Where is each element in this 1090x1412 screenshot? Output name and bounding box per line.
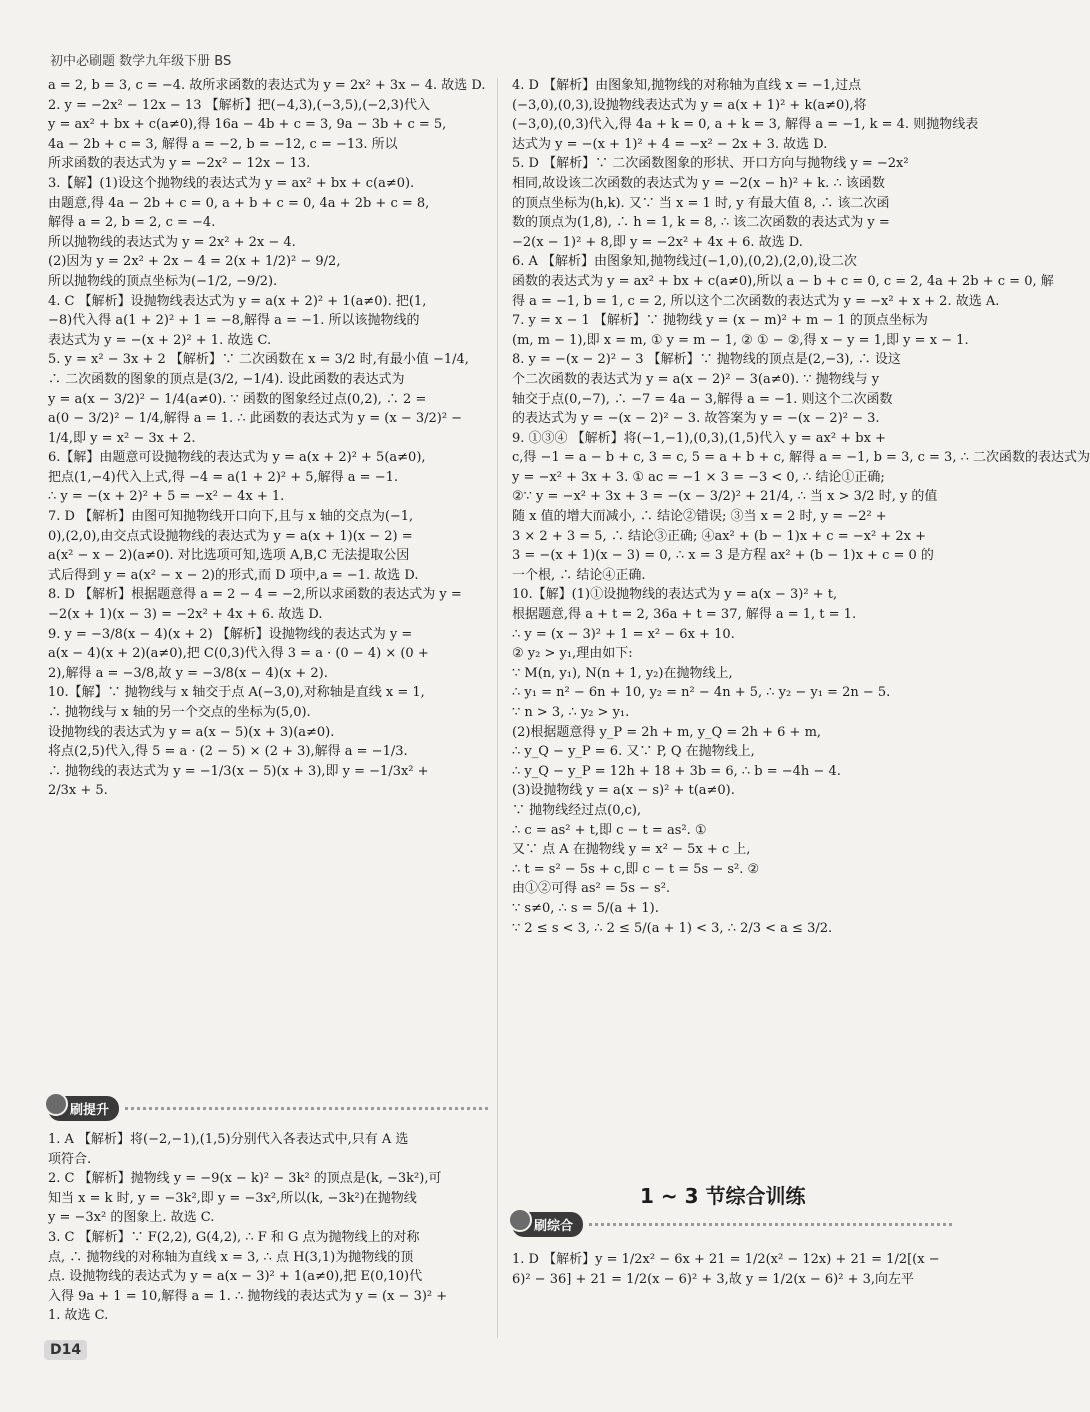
text-line: 点. 设抛物线的表达式为 y = a(x − 3)² + 1(a≠0),把 E(0,10)代 bbox=[48, 1269, 423, 1285]
section-title: 刷提升 bbox=[48, 1096, 119, 1121]
section-banner-improve bbox=[48, 1096, 488, 1121]
text-line: 10.【解】∵ 抛物线与 x 轴交于点 A(−3,0),对称轴是直线 x = 1, bbox=[48, 685, 425, 701]
text-line: 所以抛物线的表达式为 y = 2x² + 2x − 4. bbox=[48, 234, 296, 250]
text-line: (3)设抛物线 y = a(x − s)² + t(a≠0). bbox=[512, 783, 735, 799]
text-line: 6.【解】由题意可设抛物线的表达式为 y = a(x + 2)² + 5(a≠0), bbox=[48, 450, 426, 466]
left-column-2 bbox=[48, 1130, 488, 1326]
text-line: 1. A 【解析】将(−2,−1),(1,5)分别代入各表达式中,只有 A 选 bbox=[48, 1132, 409, 1147]
text-line: ∴ 二次函数的图象的顶点是(3/2, −1/4). 设此函数的表达式为 bbox=[48, 371, 405, 387]
text-line: 轴交于点(0,−7), ∴ −7 = 4a − 3,解得 a = −1. 则这个二次函数 bbox=[512, 391, 893, 407]
text-line: 9. y = −3/8(x − 4)(x + 2) 【解析】设抛物线的表达式为 y = bbox=[48, 626, 413, 642]
text-line: 达式为 y = −(x + 1)² + 4 = −x² − 2x + 3. 故选 D. bbox=[512, 136, 828, 152]
right-column-2 bbox=[512, 1250, 952, 1289]
text-line: ∵ M(n, y₁), N(n + 1, y₂)在抛物线上, bbox=[512, 665, 733, 681]
text-line: 项符合. bbox=[48, 1151, 92, 1167]
text-line: ∴ 抛物线的表达式为 y = −1/3(x − 5)(x + 3),即 y = −1/3x² + bbox=[48, 763, 429, 779]
text-line: 8. y = −(x − 2)² − 3 【解析】∵ 抛物线的顶点是(2,−3), ∴ 设这 bbox=[512, 352, 901, 368]
text-line: 根据题意,得 a + t = 2, 36a + t = 37, 解得 a = 1, t = 1. bbox=[512, 607, 857, 623]
section-title: 刷综合 bbox=[512, 1212, 583, 1237]
text-line: 7. y = x − 1 【解析】∵ 抛物线 y = (x − m)² + m − 1 的顶点坐标为 bbox=[512, 313, 928, 329]
text-line: y = −3x² 的图象上. 故选 C. bbox=[48, 1210, 215, 1226]
text-line: 5. D 【解析】∵ 二次函数图象的形状、开口方向与抛物线 y = −2x² bbox=[512, 156, 909, 172]
text-line: a(x² − x − 2)(a≠0). 对比选项可知,选项 A,B,C 无法提取公因 bbox=[48, 548, 410, 564]
text-line: 6. A 【解析】由图象知,抛物线过(−1,0),(0,2),(2,0),设二次 bbox=[512, 254, 857, 270]
text-line: a = 2, b = 3, c = −4. 故所求函数的表达式为 y = 2x² + 3x − 4. 故选 D. bbox=[48, 78, 486, 93]
text-line: y = −x² + 3x + 3. ① ac = −1 × 3 = −3 < 0, ∴ 结论①正确; bbox=[512, 469, 885, 485]
text-line: 4. D 【解析】由图象知,抛物线的对称轴为直线 x = −1,过点 bbox=[512, 78, 862, 93]
text-line: (−3,0),(0,3)代入,得 4a + k = 0, a + k = 3, 解得 a = −1, k = 4. 则抛物线表 bbox=[512, 117, 979, 133]
section-heading: 1 ~ 3 节综合训练 bbox=[640, 1184, 806, 1208]
text-line: 2. y = −2x² − 12x − 13 【解析】把(−4,3),(−3,5),(−2,3)代入 bbox=[48, 97, 431, 113]
text-line: 解得 a = 2, b = 2, c = −4. bbox=[48, 215, 216, 231]
text-line: 表达式为 y = −(x + 2)² + 1. 故选 C. bbox=[48, 332, 272, 348]
text-line: 2. C 【解析】抛物线 y = −9(x − k)² − 3k² 的顶点是(k, −3k²),可 bbox=[48, 1171, 442, 1187]
section-banner-comprehensive bbox=[512, 1212, 952, 1237]
text-line: 一个根, ∴ 结论④正确. bbox=[512, 567, 646, 583]
text-line: (m, m − 1),即 x = m, ① y = m − 1, ② ① − ②,得 x − y = 1,即 y = x − 1. bbox=[512, 332, 969, 348]
text-line: ∴ y₁ = n² − 6n + 10, y₂ = n² − 4n + 5, ∴ y₂ − y₁ = 2n − 5. bbox=[512, 685, 891, 701]
text-line: 个二次函数的表达式为 y = a(x − 2)² − 3(a≠0). ∵ 抛物线与 y bbox=[512, 371, 880, 387]
text-line: 由题意,得 4a − 2b + c = 0, a + b + c = 0, 4a + 2b + c = 8, bbox=[48, 195, 430, 211]
text-line: 7. D 【解析】由图可知抛物线开口向下,且与 x 轴的交点为(−1, bbox=[48, 509, 414, 525]
text-line: 9. ①③④ 【解析】将(−1,−1),(0,3),(1,5)代入 y = ax² + bx + bbox=[512, 430, 886, 446]
text-line: 又∵ 点 A 在抛物线 y = x² − 5x + c 上, bbox=[512, 842, 751, 858]
text-line: (−3,0),(0,3),设抛物线表达式为 y = a(x + 1)² + k(a≠0),将 bbox=[512, 97, 867, 113]
text-line: 1. D 【解析】y = 1/2x² − 6x + 21 = 1/2(x² − 12x) + 21 = 1/2[(x − bbox=[512, 1252, 940, 1267]
page-number: D14 bbox=[44, 1340, 87, 1360]
text-line: 3 = −(x + 1)(x − 3) = 0, ∴ x = 3 是方程 ax² + (b − 1)x + c = 0 的 bbox=[512, 548, 934, 564]
dotted-rule bbox=[125, 1107, 488, 1110]
text-line: 3 × 2 + 3 = 5, ∴ 结论③正确; ④ax² + (b − 1)x + c = −x² + 2x + bbox=[512, 528, 926, 544]
text-line: 函数的表达式为 y = ax² + bx + c(a≠0),所以 a − b + c = 0, c = 2, 4a + 2b + c = 0, 解 bbox=[512, 273, 1054, 289]
text-line: 的顶点坐标为(h,k). 又∵ 当 x = 1 时, y 有最大值 8, ∴ 该二次函 bbox=[512, 195, 890, 211]
text-line: 由①②可得 as² = 5s − s². bbox=[512, 881, 671, 897]
text-line: 0),(2,0),由交点式设抛物线的表达式为 y = a(x + 1)(x − 2) = bbox=[48, 528, 413, 544]
text-line: 1. 故选 C. bbox=[48, 1308, 109, 1324]
text-line: ② y₂ > y₁,理由如下: bbox=[512, 646, 633, 662]
text-line: ∵ n > 3, ∴ y₂ > y₁. bbox=[512, 705, 630, 720]
text-line: 把点(1,−4)代入上式,得 −4 = a(1 + 2)² + 5,解得 a = −1. bbox=[48, 469, 398, 485]
text-line: 数的顶点为(1,8), ∴ h = 1, k = 8, ∴ 该二次函数的表达式为 y = bbox=[512, 215, 890, 231]
left-column bbox=[48, 76, 488, 801]
text-line: (2)因为 y = 2x² + 2x − 4 = 2(x + 1/2)² − 9/2, bbox=[48, 254, 341, 270]
text-line: 2),解得 a = −3/8,故 y = −3/8(x − 4)(x + 2). bbox=[48, 665, 328, 681]
page-header: 初中必刷题 数学九年级下册 BS bbox=[50, 54, 232, 69]
text-line: 所求函数的表达式为 y = −2x² − 12x − 13. bbox=[48, 156, 311, 172]
text-line: 3. C 【解析】∵ F(2,2), G(4,2), ∴ F 和 G 点为抛物线上的对称 bbox=[48, 1229, 420, 1245]
text-line: 点, ∴ 抛物线的对称轴为直线 x = 3, ∴ 点 H(3,1)为抛物线的顶 bbox=[48, 1249, 414, 1265]
text-line: −2(x + 1)(x − 3) = −2x² + 4x + 6. 故选 D. bbox=[48, 607, 323, 623]
text-line: 10.【解】(1)①设抛物线的表达式为 y = a(x − 3)² + t, bbox=[512, 587, 838, 603]
text-line: 4. C 【解析】设抛物线表达式为 y = a(x + 2)² + 1(a≠0). 把(1, bbox=[48, 293, 427, 309]
text-line: ∴ y_Q − y_P = 6. 又∵ P, Q 在抛物线上, bbox=[512, 744, 755, 760]
text-line: 的表达式为 y = −(x − 2)² − 3. 故答案为 y = −(x − 2)² − 3. bbox=[512, 411, 880, 427]
text-line: y = ax² + bx + c(a≠0),得 16a − 4b + c = 3, 9a − 3b + c = 5, bbox=[48, 117, 447, 133]
text-line: 4a − 2b + c = 3, 解得 a = −2, b = −12, c = −13. 所以 bbox=[48, 136, 398, 152]
text-line: 3.【解】(1)设这个抛物线的表达式为 y = ax² + bx + c(a≠0). bbox=[48, 175, 415, 191]
text-line: (2)根据题意得 y_P = 2h + m, y_Q = 2h + 6 + m, bbox=[512, 724, 822, 740]
text-line: 相同,故设该二次函数的表达式为 y = −2(x − h)² + k. ∴ 该函数 bbox=[512, 175, 885, 191]
text-line: 1/4,即 y = x² − 3x + 2. bbox=[48, 430, 196, 446]
text-line: 8. D 【解析】根据题意得 a = 2 − 4 = −2,所以求函数的表达式为 y = bbox=[48, 587, 462, 603]
text-line: y = a(x − 3/2)² − 1/4(a≠0). ∵ 函数的图象经过点(0,2), ∴ 2 = bbox=[48, 391, 427, 407]
text-line: 随 x 值的增大而减小, ∴ 结论②错误; ③当 x = 2 时, y = −2² + bbox=[512, 509, 887, 525]
text-line: ∴ y = (x − 3)² + 1 = x² − 6x + 10. bbox=[512, 626, 735, 642]
text-line: 2/3x + 5. bbox=[48, 783, 108, 799]
text-line: a(0 − 3/2)² − 1/4,解得 a = 1. ∴ 此函数的表达式为 y = (x − 3/2)² − bbox=[48, 411, 463, 427]
text-line: ∵ 抛物线经过点(0,c), bbox=[512, 802, 642, 818]
text-line: ∴ 抛物线与 x 轴的另一个交点的坐标为(5,0). bbox=[48, 705, 311, 720]
text-line: −2(x − 1)² + 8,即 y = −2x² + 4x + 6. 故选 D. bbox=[512, 234, 803, 250]
text-line: ∴ y_Q − y_P = 12h + 18 + 3b = 6, ∴ b = −4h − 4. bbox=[512, 763, 841, 779]
text-line: ∴ t = s² − 5s + c,即 c − t = 5s − s². ② bbox=[512, 861, 760, 877]
text-line: c,得 −1 = a − b + c, 3 = c, 5 = a + b + c, 解得 a = −1, b = 3, c = 3, ∴ 二次函数的表达式为 bbox=[512, 450, 1090, 466]
text-line: 5. y = x² − 3x + 2 【解析】∵ 二次函数在 x = 3/2 时,有最小值 −1/4, bbox=[48, 352, 469, 368]
text-line: ∵ s≠0, ∴ s = 5/(a + 1). bbox=[512, 900, 659, 916]
text-line: −8)代入得 a(1 + 2)² + 1 = −8,解得 a = −1. 所以该抛物线的 bbox=[48, 313, 420, 329]
text-line: ∴ y = −(x + 2)² + 5 = −x² − 4x + 1. bbox=[48, 489, 285, 505]
text-line: 式后得到 y = a(x² − x − 2)的形式,而 D 项中,a = −1. 故选 D. bbox=[48, 567, 419, 583]
right-column bbox=[512, 76, 1090, 938]
dotted-rule bbox=[589, 1223, 952, 1226]
text-line: 得 a = −1, b = 1, c = 2, 所以这个二次函数的表达式为 y = −x² + x + 2. 故选 A. bbox=[512, 293, 1000, 309]
text-line: 设抛物线的表达式为 y = a(x − 5)(x + 3)(a≠0). bbox=[48, 724, 335, 740]
text-line: 入得 9a + 1 = 10,解得 a = 1. ∴ 抛物线的表达式为 y = (x − 3)² + bbox=[48, 1288, 448, 1304]
text-line: 6)² − 36] + 21 = 1/2(x − 6)² + 3,故 y = 1/2(x − 6)² + 3,向左平 bbox=[512, 1271, 915, 1287]
text-line: ②∵ y = −x² + 3x + 3 = −(x − 3/2)² + 21/4, ∴ 当 x > 3/2 时, y 的值 bbox=[512, 489, 938, 505]
text-line: ∴ c = as² + t,即 c − t = as². ① bbox=[512, 822, 707, 838]
text-line: 所以抛物线的顶点坐标为(−1/2, −9/2). bbox=[48, 273, 278, 289]
text-line: 将点(2,5)代入,得 5 = a · (2 − 5) × (2 + 3),解得 a = −1/3. bbox=[48, 744, 408, 760]
text-line: 知当 x = k 时, y = −3k²,即 y = −3x²,所以(k, −3k²)在抛物线 bbox=[48, 1190, 417, 1206]
text-line: a(x − 4)(x + 2)(a≠0),把 C(0,3)代入得 3 = a · (0 − 4) × (0 + bbox=[48, 646, 429, 662]
text-line: ∵ 2 ≤ s < 3, ∴ 2 ≤ 5/(a + 1) < 3, ∴ 2/3 < a ≤ 3/2. bbox=[512, 920, 833, 936]
column-divider bbox=[497, 78, 498, 1338]
